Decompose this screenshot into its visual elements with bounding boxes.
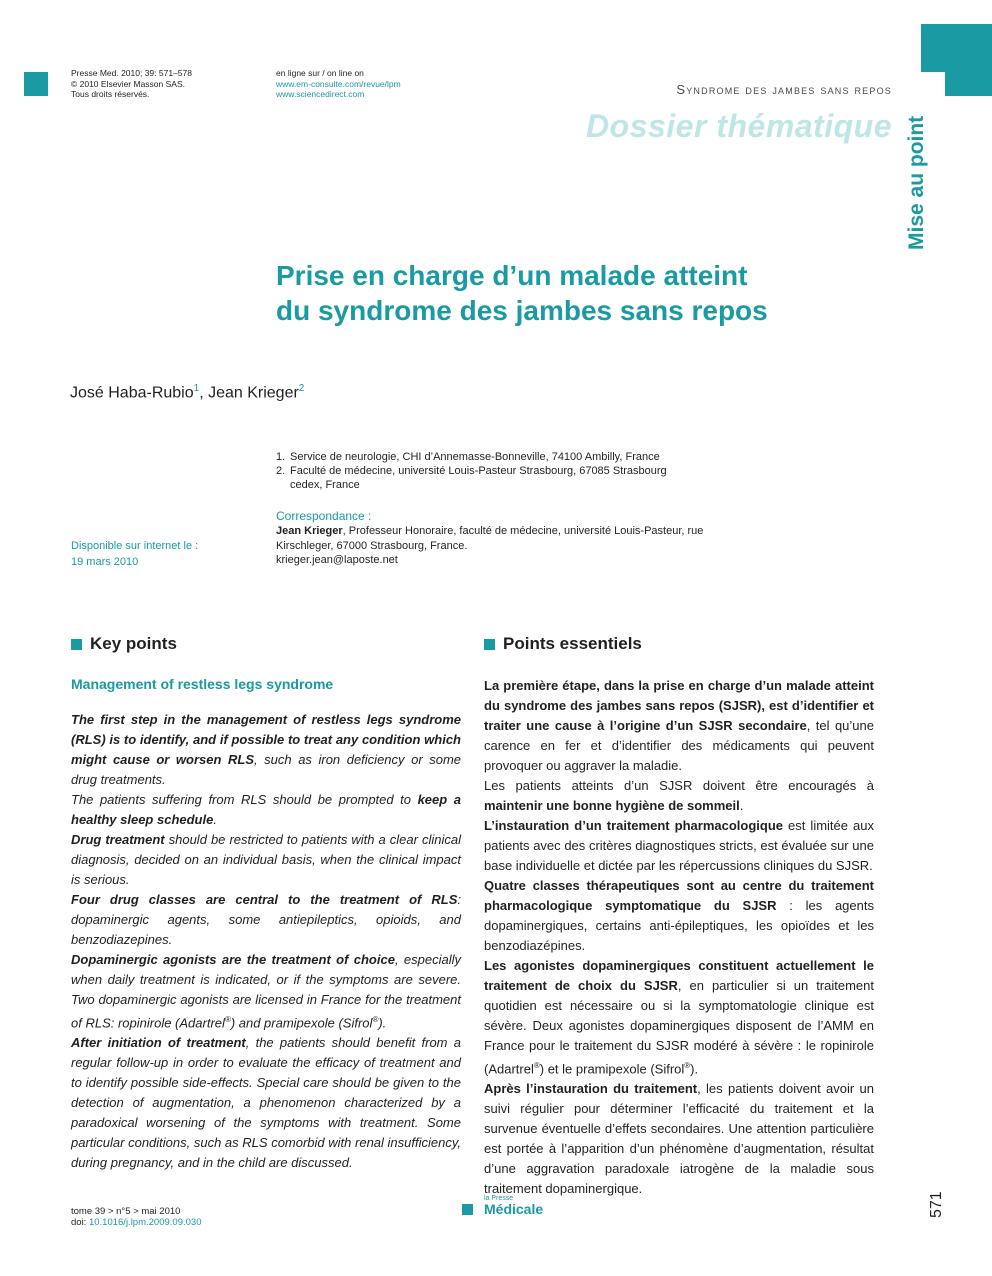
correspondance-email[interactable]: krieger.jean@laposte.net [276,554,398,566]
affiliation-item: 2. Faculté de médecine, université Louis-Pasteur Strasbourg, 67085 Strasbourg cedex, France [276,465,667,491]
correspondance-text: Jean Krieger, Professeur Honoraire, faculté de médecine, université Louis-Pasteur, rue Kirschleger, 67000 Strasbourg, France. krieger.jean@laposte.net [276,525,704,566]
running-title: Syndrome des jambes sans repos [676,82,892,97]
citation-block [71,68,192,100]
em-consulte-link[interactable]: www.em-consulte.com/revue/lpm [276,78,401,89]
correspondance-name: Jean Krieger [276,525,343,537]
corner-square-left [24,72,48,96]
square-bullet-icon [484,639,495,650]
sciencedirect-link[interactable]: www.sciencedirect.com [276,89,365,99]
paragraph: L’instauration d’un traitement pharmacologique est limitée aux patients avec des critères diagnostiques stricts, est évaluée sur une base individuelle et dictée par les répercussions cliniques du SJSR. [484,818,874,873]
author-name: José Haba-Rubio [70,384,194,402]
paragraph: Après l’instauration du traitement, les patients doivent avoir un suivi régulier pour déterminer l’efficacité du traitement et la survenue éventuelle d’effets secondaires. Une attention particulière est portée à l’apparition d’un phénomène d’augmentation, résultat d’une aggravation paradoxale iatrogène de la maladie sous traitement dopaminergique. [484,1081,874,1197]
author-affil-ref: 1 [193,383,200,394]
author-name: Jean Krieger [208,384,299,402]
correspondance-label: Correspondance : [276,509,372,523]
doi-link[interactable]: 10.1016/j.lpm.2009.09.030 [88,1217,202,1228]
affiliations [276,450,696,492]
rights-line: Tous droits réservés. [71,89,150,99]
key-points-subheading: Management of restless legs syndrome [71,676,334,692]
paragraph: After initiation of treatment, the patients should benefit from a regular follow-up in order to evaluate the efficacy of treatment and to identify possible side-effects. Special care should be given to the detection of augmentation, a phenomenon characterized by a paradoxical worsening of the symptoms with treatment. Some particular conditions, such as RLS comorbid with renal insufficiency, during pregnancy, and in the child are discussed. [71,1035,461,1171]
paragraph: Les patients atteints d’un SJSR doivent être encouragés à maintenir une bonne hygiène de sommeil. [484,778,874,813]
paragraph: The first step in the management of restless legs syndrome (RLS) is to identify, and if possible to treat any condition which might cause or worsen RLS, such as iron deficiency or some drug treatments. [71,712,461,787]
journal-logo-small: la Presse [484,1195,514,1202]
paragraph: La première étape, dans la prise en charge d’un malade atteint du syndrome des jambes sans repos (SJSR), est d’identifier et traiter une cause à l’origine d’un SJSR secondaire, tel qu’une carence en fer et d’identifier des médicaments qui peuvent provoquer ou aggraver la maladie. [484,678,874,773]
paragraph: Four drug classes are central to the treatment of RLS: dopaminergic agents, some antiepileptics, opioids, and benzodiazepines. [71,892,461,947]
doi-line: doi: 10.1016/j.lpm.2009.09.030 [71,1217,202,1228]
corner-block-notch [921,72,945,96]
paragraph: The patients suffering from RLS should be prompted to keep a healthy sleep schedule. [71,792,461,827]
online-block [276,68,401,100]
copyright-line: © 2010 Elsevier Masson SAS. [71,78,185,89]
section-title: Dossier thématique [586,108,892,144]
key-points-body [71,710,461,1173]
journal-logo: Médicale [484,1201,544,1217]
online-label: en ligne sur / on line on [276,68,364,78]
paragraph: Les agonistes dopaminergiques constituent actuellement le traitement de choix du SJSR, en particulier si un traitement quotidien est nécessaire ou si la symptomatologie clinique est sévère. Deux agonistes dopaminergiques disposent de l’AMM en France pour le traitement du SJSR modéré à sévère : le ropinirole (Adartrel®) et le pramipexole (Sifrol®). [484,958,874,1077]
page-number: 571 [928,1191,945,1218]
points-essentiels-body [484,676,874,1199]
availability-date: 19 mars 2010 [71,556,139,568]
paragraph: Quatre classes thérapeutiques sont au centre du traitement pharmacologique symptomatique du SJSR : les agents dopaminergiques, certains anti-épileptiques, les opioïdes et les benzodiazépines. [484,878,874,953]
availability [71,538,198,570]
citation-line: Presse Med. 2010; 39: 571–578 [71,68,192,78]
author-affil-ref: 2 [298,383,305,394]
logo-square-icon [462,1204,473,1215]
affiliation-item: 1. Service de neurologie, CHI d’Annemasse-Bonneville, 74100 Ambilly, France [276,451,660,463]
availability-label: Disponible sur internet le : [71,540,199,552]
title-line-2: du syndrome des jambes sans repos [276,295,768,326]
footer-issue-block [71,1206,201,1228]
paragraph: Dopaminergic agonists are the treatment of choice, especially when daily treatment is indicated, or if the symptoms are severe. Two dopaminergic agonists are licensed in France for the treatment of RLS: ropinirole (Adartrel®) and pramipexole (Sifrol®). [71,952,461,1031]
issue-info: tome 39 > n°5 > mai 2010 [71,1206,181,1217]
vertical-tab-label: Mise au point [905,115,928,250]
points-essentiels-column [484,632,874,1199]
points-essentiels-heading: Points essentiels [484,632,874,656]
key-points-heading: Key points [71,632,461,656]
article-title [276,258,836,328]
paragraph: Drug treatment should be restricted to patients with a clear clinical diagnosis, decided on an individual basis, when the clinical impact is serious. [71,832,461,887]
title-line-1: Prise en charge d’un malade atteint [276,260,748,291]
author-list: José Haba-Rubio$^1$, Jean Krieger$^2$ [70,383,305,402]
square-bullet-icon [71,639,82,650]
key-points-column [71,632,461,1173]
